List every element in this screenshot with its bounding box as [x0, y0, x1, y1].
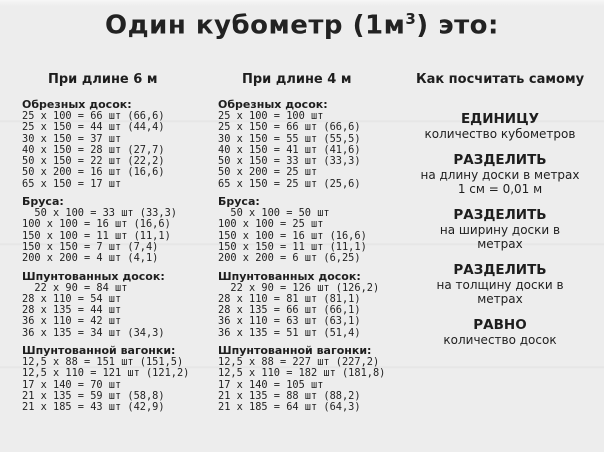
- column-heading: При длине 6 м: [48, 72, 158, 87]
- section-title: Шпунтованных досок:: [22, 269, 165, 283]
- table-row: 150 х 150 = 11 шт (11,1): [218, 240, 367, 253]
- table-row: 150 х 150 = 7 шт (7,4): [22, 240, 159, 253]
- calc-step: [396, 262, 604, 306]
- title-superscript: 3: [405, 10, 417, 28]
- section-title: Шпунтованной вагонки:: [22, 344, 176, 358]
- section: [218, 271, 385, 339]
- table-row: 12,5 х 110 = 121 шт (121,2): [22, 367, 190, 380]
- calc-step-text: на длину доски в метрах: [420, 168, 580, 182]
- table-row: 50 х 200 = 16 шт (16,6): [22, 166, 165, 179]
- calc-step: [396, 111, 604, 141]
- table-row: 65 х 150 = 17 шт: [22, 177, 122, 190]
- table-row: 12,5 х 110 = 182 шт (181,8): [218, 367, 386, 380]
- table-row: 17 х 140 = 105 шт: [218, 378, 324, 391]
- calc-step: [396, 317, 604, 347]
- calc-step-title: ЕДИНИЦУ: [460, 111, 540, 127]
- section-title: Шпунтованной вагонки:: [218, 344, 372, 358]
- calc-step: [396, 207, 604, 251]
- column-length-6m: [22, 72, 189, 420]
- table-row: 36 х 110 = 42 шт: [22, 315, 122, 328]
- calc-step-text: на толщину доски в: [436, 278, 564, 292]
- table-row: 40 х 150 = 28 шт (27,7): [22, 143, 165, 156]
- table-row: 100 х 100 = 25 шт: [218, 218, 324, 231]
- calc-step-text: количество кубометров: [424, 127, 576, 141]
- table-row: 25 х 100 = 100 шт: [218, 110, 324, 122]
- table-row: 40 х 150 = 41 шт (41,6): [218, 143, 361, 156]
- table-row: 22 х 90 = 126 шт (126,2): [218, 281, 380, 294]
- title-text: Один кубометр (1м: [105, 10, 406, 41]
- column-length-4m: [218, 72, 385, 420]
- section-title: Бруса:: [218, 195, 260, 209]
- table-row: 17 х 140 = 70 шт: [22, 378, 122, 391]
- page-title: [0, 10, 604, 41]
- calc-step-text: количество досок: [443, 333, 557, 347]
- section: [22, 99, 189, 190]
- table-row: 50 х 100 = 50 шт: [218, 207, 330, 220]
- section-title: Шпунтованных досок:: [218, 269, 361, 283]
- section-title: Обрезных досок:: [22, 98, 132, 111]
- section: [218, 196, 385, 264]
- table-row: 21 х 135 = 88 шт (88,2): [218, 389, 361, 402]
- calc-step-title: РАЗДЕЛИТЬ: [453, 262, 547, 278]
- table-row: 100 х 100 = 16 шт (16,6): [22, 218, 171, 231]
- section-title: Бруса:: [22, 195, 64, 209]
- table-row: 21 х 185 = 43 шт (42,9): [22, 401, 165, 414]
- calc-step-text: 1 см = 0,01 м: [457, 182, 543, 196]
- table-row: 21 х 135 = 59 шт (58,8): [22, 389, 165, 402]
- table-row: 50 х 150 = 33 шт (33,3): [218, 155, 361, 168]
- calc-step-text: метрах: [477, 237, 523, 251]
- section: [22, 271, 189, 339]
- calc-step-title: РАЗДЕЛИТЬ: [453, 207, 547, 223]
- column-how-to-calculate: [396, 72, 604, 358]
- calc-step-title: РАВНО: [473, 317, 527, 333]
- table-row: 22 х 90 = 84 шт: [22, 281, 128, 294]
- column-heading: Как посчитать самому: [415, 72, 585, 87]
- table-row: 50 х 150 = 22 шт (22,2): [22, 155, 165, 168]
- table-row: 25 х 150 = 66 шт (66,6): [218, 121, 361, 134]
- section: [218, 345, 385, 413]
- table-row: 25 х 100 = 66 шт (66,6): [22, 110, 165, 122]
- table-row: 28 х 110 = 54 шт: [22, 292, 122, 305]
- calc-step-text: на ширину доски в: [439, 223, 561, 237]
- table-row: 28 х 135 = 44 шт: [22, 304, 122, 317]
- table-row: 36 х 135 = 51 шт (51,4): [218, 326, 361, 339]
- table-row: 30 х 150 = 37 шт: [22, 132, 122, 145]
- section: [22, 345, 189, 413]
- section: [22, 196, 189, 264]
- table-row: 30 х 150 = 55 шт (55,5): [218, 132, 361, 145]
- table-row: 200 х 200 = 4 шт (4,1): [22, 252, 159, 265]
- table-row: 150 х 100 = 11 шт (11,1): [22, 229, 171, 242]
- table-row: 50 х 100 = 33 шт (33,3): [22, 207, 177, 220]
- table-row: 65 х 150 = 25 шт (25,6): [218, 177, 361, 190]
- column-heading: При длине 4 м: [242, 72, 352, 87]
- table-row: 12,5 х 88 = 227 шт (227,2): [218, 356, 380, 369]
- table-row: 200 х 200 = 6 шт (6,25): [218, 252, 361, 265]
- table-row: 12,5 х 88 = 151 шт (151,5): [22, 356, 184, 369]
- table-row: 50 х 200 = 25 шт: [218, 166, 318, 179]
- table-row: 25 х 150 = 44 шт (44,4): [22, 121, 165, 134]
- section-title: Обрезных досок:: [218, 98, 328, 111]
- table-row: 36 х 110 = 63 шт (63,1): [218, 315, 361, 328]
- table-row: 150 х 100 = 16 шт (16,6): [218, 229, 367, 242]
- table-row: 36 х 135 = 34 шт (34,3): [22, 326, 165, 339]
- table-row: 28 х 110 = 81 шт (81,1): [218, 292, 361, 305]
- section: [218, 99, 385, 190]
- table-row: 28 х 135 = 66 шт (66,1): [218, 304, 361, 317]
- calc-step-text: метрах: [477, 292, 523, 306]
- table-row: 21 х 185 = 64 шт (64,3): [218, 401, 361, 414]
- calc-step: [396, 152, 604, 196]
- title-ending: ) это:: [416, 10, 499, 41]
- calc-step-title: РАЗДЕЛИТЬ: [453, 152, 547, 168]
